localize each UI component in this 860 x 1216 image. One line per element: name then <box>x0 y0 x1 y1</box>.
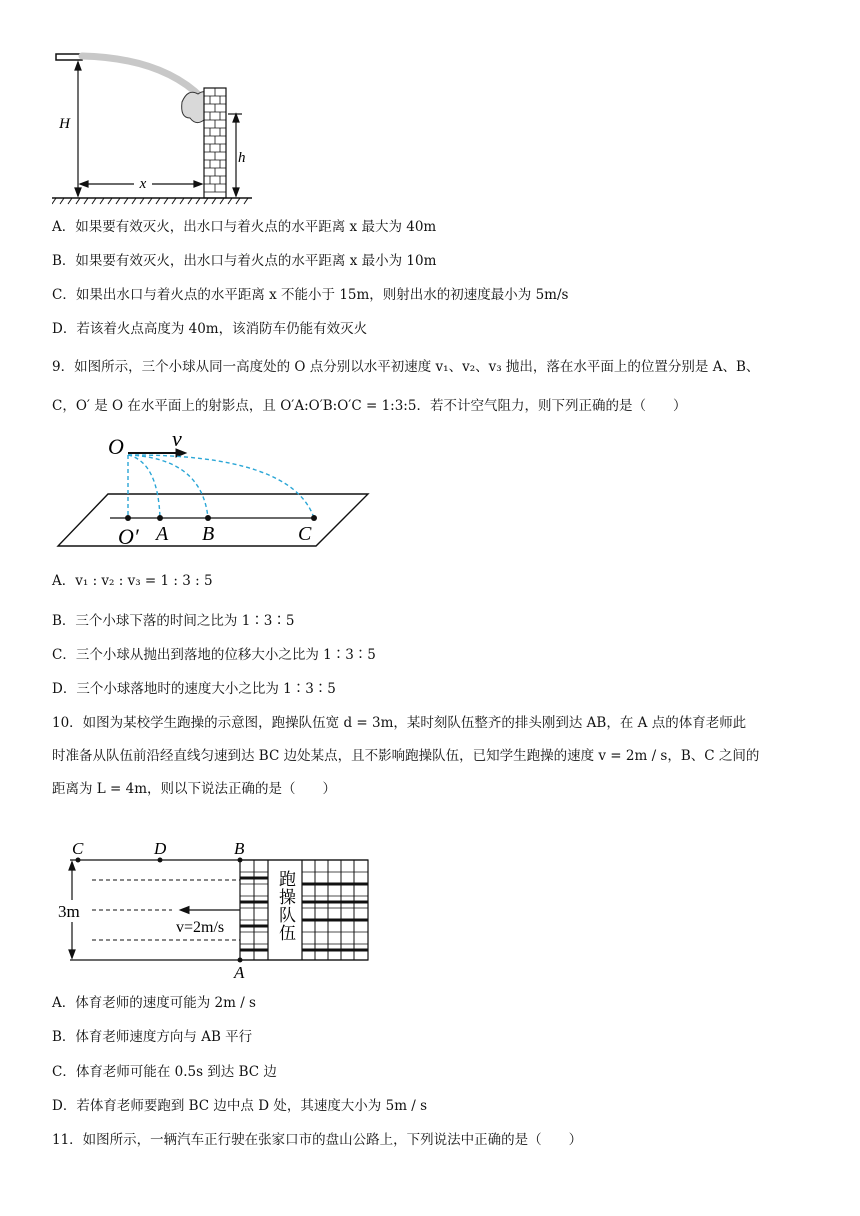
runner-rows <box>240 878 368 950</box>
point-o-prime <box>125 515 131 521</box>
water-jet <box>82 56 202 98</box>
q8-option-b: B．如果要有效灭火，出水口与着火点的水平距离 x 最小为 10m <box>52 253 437 269</box>
point-d <box>158 858 163 863</box>
label-h: h <box>238 150 246 166</box>
label-team: 跑操队伍 <box>275 870 295 942</box>
q9-option-d: D．三个小球落地时的速度大小之比为 1∶3∶5 <box>52 681 336 697</box>
q11-stem: 11．如图所示，一辆汽车正行驶在张家口市的盘山公路上，下列说法中正确的是（ ） <box>52 1132 583 1148</box>
q10-option-d: D．若体育老师要跑到 BC 边中点 D 处，其速度大小为 5m / s <box>52 1098 428 1114</box>
ground <box>52 198 252 204</box>
team-grid <box>240 860 368 960</box>
q10-stem-line3: 距离为 L = 4m，则以下说法正确的是（ ） <box>52 781 337 797</box>
label-b: B <box>202 523 215 545</box>
q9-stem-line2: C，O′ 是 O 在水平面上的射影点，且 O′A:O′B:O′C = 1:3:5．若不计空气阻力，则下列正确的是（ ） <box>52 398 687 414</box>
label-speed: v=2m/s <box>176 919 225 936</box>
label-H: H <box>59 116 70 132</box>
nozzle <box>56 54 82 60</box>
label-x: x <box>139 176 147 192</box>
q10-option-c: C．体育老师可能在 0.5s 到达 BC 边 <box>52 1064 277 1080</box>
figure-running-team <box>52 836 372 982</box>
q9-stem-line1: 9．如图所示，三个小球从同一高度处的 O 点分别以水平初速度 v₁、v₂、v₃ 抛出，落在水平面上的位置分别是 A、B、 <box>52 359 760 375</box>
figure-fire-jet <box>52 40 252 212</box>
label-c: C <box>298 523 312 545</box>
q8-option-c: C．如果出水口与着火点的水平距离 x 不能小于 15m，则射出水的初速度最小为 5m/s <box>52 287 569 303</box>
label-v: v <box>172 428 182 451</box>
q9-option-c: C．三个小球从抛出到落地的位移大小之比为 1∶3∶5 <box>52 647 376 663</box>
label-a: A <box>234 963 245 982</box>
q10-stem-line2: 时准备从队伍前沿经直线匀速到达 BC 边处某点，且不影响跑操队伍，已知学生跑操的速度 v = 2m / s，B、C 之间的 <box>52 748 760 764</box>
q10-option-b: B．体育老师速度方向与 AB 平行 <box>52 1029 253 1045</box>
brick-wall <box>204 88 226 198</box>
label-c: C <box>72 839 84 858</box>
point-b <box>205 515 211 521</box>
label-b: B <box>234 839 245 858</box>
point-c <box>311 515 317 521</box>
q8-option-a: A．如果要有效灭火，出水口与着火点的水平距离 x 最大为 40m <box>52 219 437 235</box>
q9-option-a: A．v₁ : v₂ : v₃ = 1 : 3 : 5 <box>52 573 213 589</box>
label-o: O <box>108 434 124 459</box>
velocity-arrow <box>180 907 240 914</box>
point-c <box>76 858 81 863</box>
q10-option-a: A．体育老师的速度可能为 2m / s <box>52 995 256 1011</box>
point-a <box>157 515 163 521</box>
label-d: D <box>154 839 167 858</box>
label-a: A <box>156 523 169 545</box>
label-o-prime: O′ <box>118 524 139 549</box>
height-H-arrow <box>75 62 81 196</box>
figure-projectiles <box>52 428 382 550</box>
q10-stem-line1: 10．如图为某校学生跑操的示意图，跑操队伍宽 d = 3m，某时刻队伍整齐的排头刚到达 AB，在 A 点的体育老师此 <box>52 715 747 731</box>
q9-option-b: B．三个小球下落的时间之比为 1∶3∶5 <box>52 613 295 629</box>
q8-option-d: D．若该着火点高度为 40m，该消防车仍能有效灭火 <box>52 321 368 337</box>
label-width: 3m <box>58 902 80 921</box>
